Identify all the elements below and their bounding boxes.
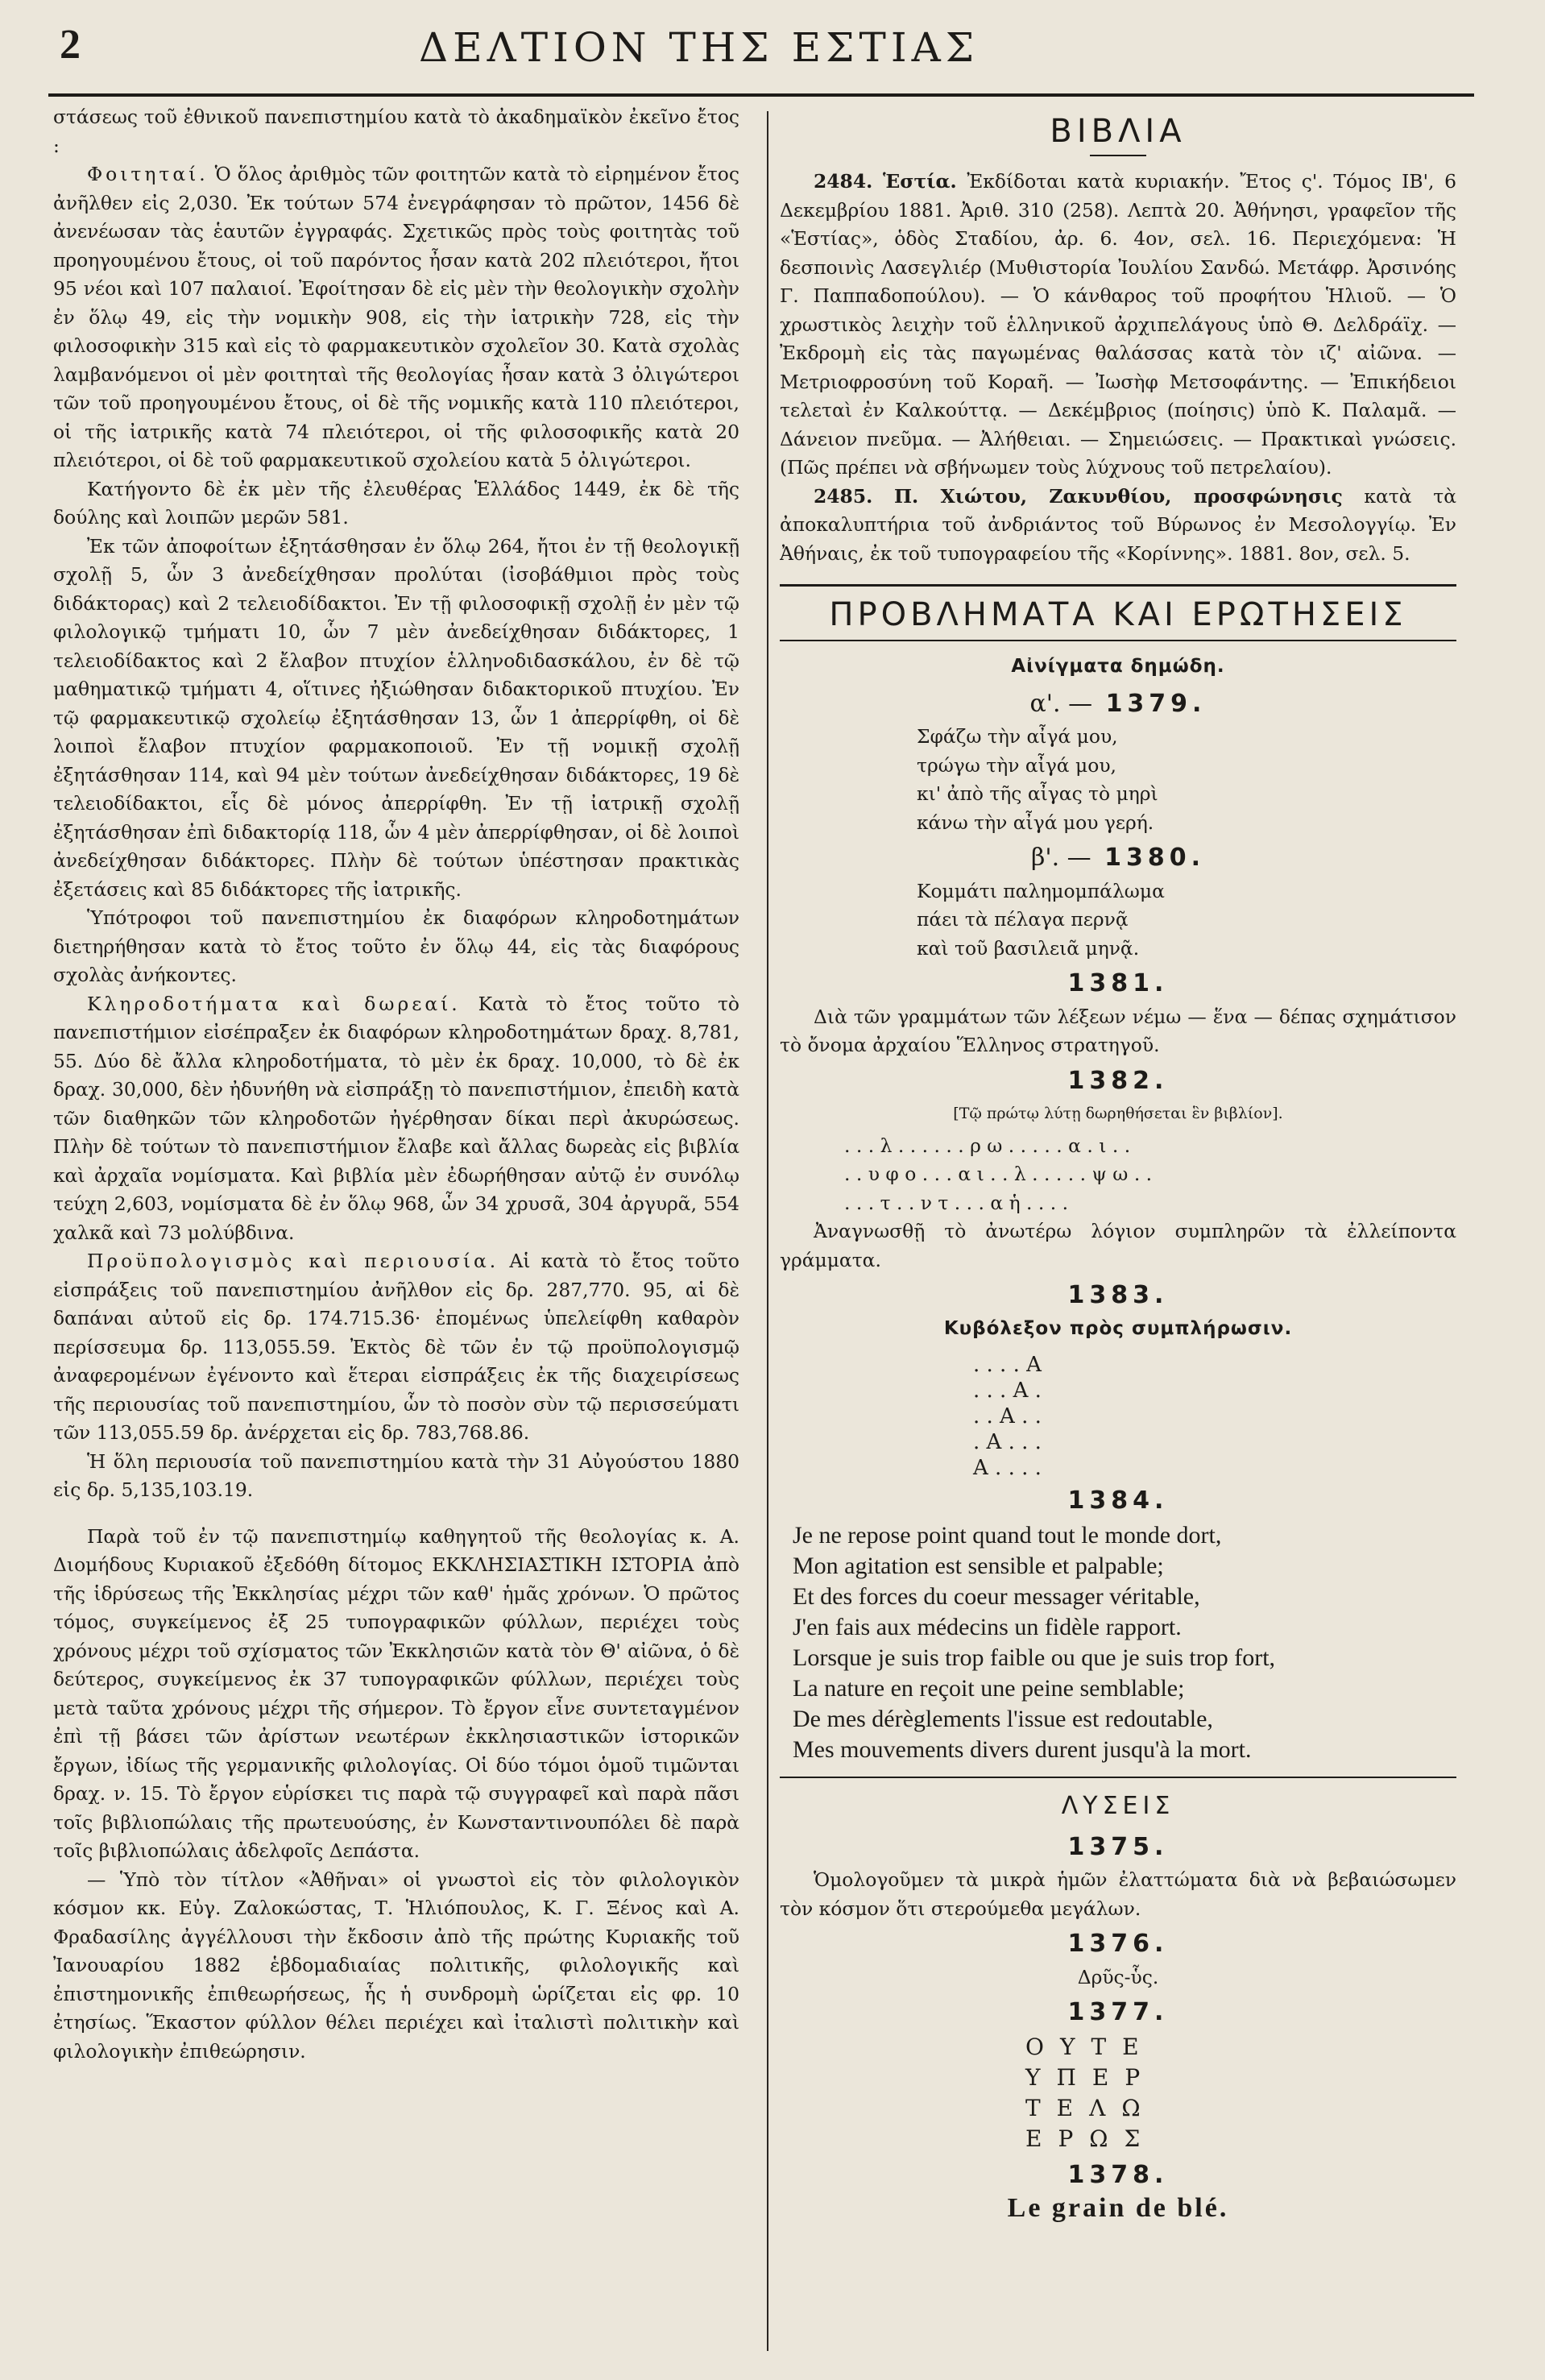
- header-rule: [48, 93, 1474, 97]
- problem-text: Ἀναγνωσθῇ τὸ ἀνωτέρω λόγιον συμπληρῶν τὰ ἐλλείποντα γράμματα.: [780, 1220, 1456, 1271]
- short-rule: [1090, 155, 1146, 156]
- french-poem: [780, 1520, 1456, 1765]
- problem-prefix: β'. —: [1030, 844, 1091, 872]
- left-column: [53, 103, 739, 2351]
- verse-line: κι' ἀπὸ τῆς αἶγας τὸ μηρὶ: [917, 782, 1158, 805]
- poem-line: Mes mouvements divers durent jusqu'à la mort.: [793, 1735, 1252, 1763]
- poem-line: Mon agitation est sensible et palpable;: [793, 1552, 1164, 1579]
- section-lead: Προϋπολογισμὸς καὶ περιουσία.: [87, 1250, 499, 1272]
- problem-number: 1384.: [1067, 1486, 1169, 1515]
- problem-number-text: 1379.: [1105, 689, 1207, 718]
- puzzle-dot-line: . . υ φ ο . . . α ι . . λ . . . . . ψ ω . .: [844, 1163, 1153, 1185]
- solution-text: Le grain de blé.: [1007, 2193, 1229, 2223]
- article-paragraph: Παρὰ τοῦ ἐν τῷ πανεπιστημίῳ καθηγητοῦ τῆς θεολογίας κ. Α. Διομήδους Κυριακοῦ ἐξεδόθη δίτομος ΕΚΚΛΗΣΙΑΣΤΙΚΗ ΙΣΤΟΡΙΑ ἀπὸ τῆς ἱδρύσεως τῆς Ἐκκλησίας μέχρι τῶν καθ' ἡμᾶς χρόνων. Ὁ πρῶτος τόμος, συγκείμενος ἐξ 25 τυπογραφικῶν φύλλων, περιέχει τοὺς χρόνους μέχρι τοῦ σχίσματος τῶν Ἐκκλησιῶν κατὰ τὸν Θ' αἰῶνα, ὁ δὲ δεύτερος, συγκείμενος ἐκ 37 τυπογραφικῶν φύλλων, περιέχει τοὺς μετὰ ταῦτα χρόνους μέχρι τῆς σήμερον. Τὸ ἔργον εἶνε συντεταγμένον ἐπὶ τῇ βάσει τῶν ἀρίστων νεωτέρων ἐκκλησιαστικῶν ἱστορικῶν ἔργων, ἰδίως τῆς γερμανικῆς φιλολογίας. Οἱ δύο τόμοι ὁμοῦ τιμῶνται δραχ. ν. 15. Τὸ ἔργον εὑρίσκει τις παρὰ τῷ συγγραφεῖ καὶ παρὰ πᾶσι τοῖς βιβλιοπώλαις τῆς πρωτευούσης, ἐν Κωνσταντινουπόλει δὲ παρὰ τοῖς βιβλιοπώλαις ἀδελφοῖς Δεπάστα.: [53, 1524, 739, 1862]
- word-square-row: . . . . Α: [973, 1353, 1042, 1377]
- solution-text: Ὁμολογοῦμεν τὰ μικρὰ ἡμῶν ἐλαττώματα διὰ νὰ βεβαιώσωμεν τὸν κόσμον ὅτι στερούμεθα μεγάλων.: [780, 1868, 1456, 1920]
- article-paragraph: [53, 990, 739, 1248]
- article-paragraph: [53, 160, 739, 475]
- journal-title: ΔΕΛΤΙΟΝ ΤΗΣ ΕΣΤΙΑΣ: [419, 24, 980, 71]
- solution-number: 1378.: [1067, 2160, 1169, 2189]
- poem-line: Je ne repose point quand tout le monde dort,: [793, 1521, 1222, 1549]
- paragraph-text: Αἱ κατὰ τὸ ἔτος τοῦτο εἰσπράξεις τοῦ πανεπιστημίου ἀνῆλθον εἰς δρ. 287,770. 95, αἱ δὲ δαπάναι αὐτοῦ εἰς δρ. 174.715.36· ἐπομένως ὑπελείφθη καθαρὸν περίσσευμα δρ. 113,055.59. Ἐκτὸς δὲ τῶν ἐν τῷ προϋπολογισμῷ ἀναφερομένων ἐγένοντο καὶ ἕτεραι εἰσπράξεις ἐκ τῆς διαχειρίσεως τῆς περιουσίας τοῦ πανεπιστημίου, ὧν τὸ ποσὸν σὺν τῷ περισσεύματι τῶν 113,055.59 δρ. ἀνέρχεται εἰς δρ. 783,768.86.: [53, 1250, 739, 1444]
- verse-line: καὶ τοῦ βασιλειᾶ μηνᾷ.: [917, 936, 1140, 960]
- entry-title: Π. Χιώτου, Ζακυνθίου, προσφώνησις: [893, 484, 1343, 508]
- entry-text: Ἐκδίδοται κατὰ κυριακήν. Ἔτος ς'. Τόμος ΙΒ', 6 Δεκεμβρίου 1881. Ἀριθ. 310 (258). Λεπτὰ 20. Ἀθήνησι, γραφεῖον τῆς «Ἑστίας», ὁδὸς Σταδίου, ἀρ. 6. 4ον, σελ. 16. Περιεχόμενα: Ἡ δεσποινὶς Λασεγλιέρ (Μυθιστορία Ἰουλίου Σανδώ. Μετάφρ. Ἀρσινόης Γ. Παππαδοπούλου). — Ὁ κάνθαρος τοῦ προφήτου Ἡλιοῦ. — Ὁ χρωστικὸς λειχὴν τοῦ ἑλληνικοῦ ἀρχιπελάγους ὑπὸ Θ. Δελδράϊχ. — Ἐκδρομὴ εἰς τὰς παγωμένας θαλάσσας κατὰ τὸν ιζ' αἰῶνα. — Μετριοφροσύνη τοῦ Κοραῆ. — Ἰωσὴφ Μετσοφάντης. — Ἐπικήδειοι τελεταὶ ἐν Καλκούττᾳ. — Δεκέμβριος (ποίησις) ὑπὸ Κ. Παλαμᾶ. — Δάνειον πνεῦμα. — Ἀλήθειαι. — Σημειώσεις. — Πρακτικαὶ γνώσεις. (Πῶς πρέπει νὰ σβήνωμεν τοὺς λύχνους τοῦ πετρελαίου).: [780, 170, 1456, 479]
- puzzle-dot-line: . . . τ . . ν τ . . . α ἡ . . . .: [844, 1191, 1069, 1214]
- problem-number: [780, 690, 1456, 719]
- problem-text: Διὰ τῶν γραμμάτων τῶν λέξεων νέμω — ἕνα — δέπας σχημάτισον τὸ ὄνομα ἀρχαίου Ἕλληνος στρατηγοῦ.: [780, 1005, 1456, 1056]
- word-square-row: ΥΠΕΡ: [1025, 2063, 1157, 2091]
- section-lead: Κληροδοτήματα καὶ δωρεαί.: [87, 992, 461, 1015]
- problem-number: 1383.: [1067, 1281, 1169, 1309]
- entry-text: κατὰ τὰ ἀποκαλυπτήρια τοῦ ἀνδριάντος τοῦ Βύρωνος ἐν Μεσολογγίῳ. Ἐν Ἀθήναις, ἐκ τοῦ τυπογραφείου τῆς «Κορίννης». 1881. 8ον, σελ. 5.: [780, 484, 1456, 565]
- word-square-solution: [1025, 2032, 1211, 2154]
- problem-number: 1381.: [1067, 969, 1169, 997]
- solution-number: 1375.: [1067, 1832, 1169, 1861]
- verse-line: κάνω τὴν αἶγά μου γερή.: [917, 811, 1154, 834]
- poem-line: La nature en reçoit une peine semblable;: [793, 1674, 1185, 1702]
- word-square-row: ΟΥΤΕ: [1025, 2033, 1155, 2060]
- puzzle-heading: Κυβόλεξον πρὸς συμπλήρωσιν.: [943, 1317, 1293, 1339]
- word-square-row: . . Α . .: [973, 1404, 1042, 1428]
- solution-text: Δρῦς-ὗς.: [1077, 1965, 1159, 1988]
- problem-number: 1382.: [1067, 1066, 1169, 1095]
- solution-number: 1377.: [1067, 1998, 1169, 2026]
- problem-number: [780, 844, 1456, 873]
- entry-title: Ἑστία.: [882, 170, 957, 193]
- word-square-row: . Α . . .: [973, 1430, 1042, 1454]
- solution-number: 1376.: [1067, 1930, 1169, 1958]
- article-paragraph: Ἡ ὅλη περιουσία τοῦ πανεπιστημίου κατὰ τὴν 31 Αὐγούστου 1880 εἰς δρ. 5,135,103.19.: [53, 1449, 739, 1501]
- right-column: [780, 103, 1456, 2351]
- section-rule: [780, 584, 1456, 587]
- book-entry: [780, 483, 1456, 569]
- word-square-row: Α . . . .: [973, 1456, 1042, 1480]
- books-section-title: ΒΙΒΛΙΑ: [1050, 113, 1187, 150]
- poem-line: De mes dérèglements l'issue est redoutable,: [793, 1705, 1213, 1732]
- entry-number: 2485.: [814, 484, 873, 508]
- article-paragraph: Ἐκ τῶν ἀποφοίτων ἐξητάσθησαν ἐν ὅλῳ 264, ἤτοι ἐν τῇ θεολογικῇ σχολῇ 5, ὧν 3 ἀνεδείχθησαν προλύται (ἰσοβάθμιοι πρὸς τοὺς διδάκτορας) καὶ 2 τελειοδίδακτοι. Ἐν τῇ φιλοσοφικῇ σχολῇ ἐν μὲν τῷ φιλολογικῷ τμήματι 10, ὧν 7 μὲν ἀνεδείχθησαν διδάκτορες, 1 τελειοδίδακτος καὶ 2 ἔλαβον πτυχίον ἑλληνοδιδασκάλου, ἐν δὲ τῷ μαθηματικῷ τμήματι 4, οἵτινες ἠξιώθησαν διδακτορικοῦ πτυχίου. Ἐν τῷ φαρμακευτικῷ σχολείῳ ἐξητάσθησαν 13, ὧν 1 ἀπερρίφθη, οἱ δὲ λοιποὶ ἔλαβον πτυχίον φαρμακοποιοῦ. Ἐν τῇ νομικῇ σχολῇ ἐξητάσθησαν 114, καὶ 94 μὲν τούτων ἀνεδείχθησαν διδάκτορες, 19 δὲ τελειοδίδακτοι, εἷς δὲ μόνος ἀπερρίφθη. Ἐν τῇ ἰατρικῇ σχολῇ ἐξητάσθησαν ἐπὶ διδακτορίᾳ 118, ὧν 4 μὲν ἀπερρίφθησαν, οἱ δὲ λοιποὶ ἀνεδείχθησαν διδάκτορες. Πλὴν δὲ τούτων ὑπέστησαν πρακτικὰς ἐξετάσεις καὶ 85 διδάκτορες τῆς ἰατρικῆς.: [53, 534, 739, 901]
- verse-line: τρώγω τὴν αἶγά μου,: [917, 753, 1116, 777]
- verse-line: πάει τὰ πέλαγα περνᾷ: [917, 908, 1129, 931]
- problem-number-text: 1380.: [1104, 844, 1206, 872]
- verse-line: Σφάζω τὴν αἶγά μου,: [917, 725, 1118, 748]
- section-rule: [780, 640, 1456, 641]
- word-square-diagonal: [780, 1351, 1456, 1480]
- problem-prefix: α'. —: [1029, 689, 1093, 718]
- article-paragraph: στάσεως τοῦ ἐθνικοῦ πανεπιστημίου κατὰ τὸ ἀκαδημαϊκὸν ἐκεῖνο ἔτος :: [53, 106, 739, 157]
- paragraph-text: Ὁ ὅλος ἀριθμὸς τῶν φοιτητῶν κατὰ τὸ εἰρημένον ἔτος ἀνῆλθεν εἰς 2,030. Ἐκ τούτων 574 ἐνεγράφησαν τὸ πρῶτον, 1456 δὲ ἀνενέωσαν τὰς ἑαυτῶν ἐγγραφάς. Σχετικῶς πρὸς τοὺς φοιτητὰς τοῦ προηγουμένου ἔτους, οἱ τοῦ παρόντος ἦσαν κατὰ 202 πλειότεροι, ἤτοι 95 νέοι καὶ 107 παλαιοί. Ἐφοίτησαν δὲ εἰς μὲν τὴν θεολογικὴν σχολὴν ἐν ὅλῳ 49, εἰς τὴν νομικὴν 908, εἰς τὴν ἰατρικὴν 728, εἰς τὴν φιλοσοφικὴν 315 καὶ εἰς τὸ φαρμακευτικὸν σχολεῖον 30. Κατὰ σχολὰς λαμβανόμενοι οἱ μὲν φοιτηταὶ τῆς θεολογίας ἦσαν κατὰ 3 ὀλιγώτεροι τῶν τοῦ προηγουμένου ἔτους, οἱ δὲ τῆς νομικῆς κατὰ 110 πλειότεροι, οἱ τῆς ἰατρικῆς κατὰ 74 πλειότεροι, οἱ τῆς φιλοσοφικῆς κατὰ 20 πλειότεροι, οἱ δὲ τοῦ φαρμακευτικοῦ σχολείου κατὰ 5 ὀλιγώτεροι.: [53, 163, 739, 471]
- article-paragraph: — Ὑπὸ τὸν τίτλον «Ἀθῆναι» οἱ γνωστοὶ εἰς τὸν φιλολογικὸν κόσμον κκ. Εὐγ. Ζαλοκώστας, Τ. Ἡλιόπουλος, Κ. Γ. Ξένος καὶ Α. Φραδασίλης ἀγγέλλουσι τὴν ἔκδοσιν ἀπὸ τῆς πρώτης Κυριακῆς τοῦ Ἰανουαρίου 1882 ἑβδομαδιαίας πολιτικῆς, φιλολογικῆς καὶ ἐπιστημονικῆς ἐπιθεωρήσεως, ἧς ἡ συνδρομὴ ὡρίζεται εἰς φρ. 10 ἐτησίως. Ἕκαστον φύλλον θέλει περιέχει καὶ ἰταλιστὶ πολιτικὴν καὶ φιλολογικὴν ἐπιθεώρησιν.: [53, 1868, 739, 2063]
- entry-number: 2484.: [814, 170, 873, 193]
- article-paragraph: Κατήγοντο δὲ ἐκ μὲν τῆς ἐλευθέρας Ἑλλάδος 1449, ἐκ δὲ τῆς δούλης καὶ λοιπῶν μερῶν 581.: [53, 477, 739, 529]
- column-separator: [767, 111, 768, 2351]
- word-square-row: . . . Α .: [973, 1379, 1042, 1403]
- riddle-verse: [780, 723, 1456, 837]
- book-entry: [780, 168, 1456, 483]
- riddles-heading: Αἰνίγματα δημώδη.: [1011, 656, 1225, 677]
- verse-line: Κομμάτι παλημομπάλωμα: [917, 879, 1165, 902]
- solutions-section-title: ΛΥΣΕΙΣ: [1061, 1791, 1175, 1820]
- puzzle-dot-line: . . . λ . . . . . . ρ ω . . . . . α . ι . .: [844, 1134, 1131, 1157]
- problems-section-title: ΠΡΟΒΛΗΜΑΤΑ ΚΑΙ ΕΡΩΤΗΣΕΙΣ: [829, 596, 1407, 633]
- page-number: 2: [60, 22, 81, 68]
- poem-line: Et des forces du coeur messager véritable,: [793, 1582, 1200, 1610]
- article-paragraph: [53, 1247, 739, 1448]
- paragraph-text: Κατὰ τὸ ἔτος τοῦτο τὸ πανεπιστήμιον εἰσέπραξεν ἐκ διαφόρων κληροδοτημάτων δραχ. 8,781, 55. Δύο δὲ ἄλλα κληροδοτήματα, τὸ μὲν ἐκ δραχ. 10,000, τὸ δὲ ἐκ δραχ. 30,000, δὲν ἠδυνήθη νὰ εἰσπράξῃ τὸ πανεπιστήμιον, ἐπειδὴ κατὰ τῶν διαθηκῶν τῶν κληροδοτῶν ἠγέρθησαν δίκαι περὶ ἀκυρώσεως. Πλὴν δὲ τούτων τὸ πανεπιστήμιον ἔλαβε καὶ ἄλλας δωρεὰς εἰς βιβλία καὶ ἀρχαῖα νομίσματα. Καὶ βιβλία μὲν ἐδωρήθησαν αὐτῷ ἐν συνόλῳ τεύχη 2,603, νομίσματα δὲ ἐν ὅλῳ 968, ὧν 34 χρυσᾶ, 304 ἀργυρᾶ, 554 χαλκᾶ καὶ 73 μολύβδινα.: [53, 992, 739, 1244]
- article-paragraph: Ὑπότροφοι τοῦ πανεπιστημίου ἐκ διαφόρων κληροδοτημάτων διετηρήθησαν κατὰ τὸ ἔτος τοῦτο ἐν ὅλῳ 44, εἰς τὰς διαφόρους σχολὰς ἀνήκοντες.: [53, 906, 739, 986]
- prize-note: [Τῷ πρώτῳ λύτῃ δωρηθήσεται ἓν βιβλίον].: [953, 1105, 1283, 1122]
- poem-line: J'en fais aux médecins un fidèle rapport.: [793, 1613, 1182, 1640]
- poem-line: Lorsque je suis trop faible ou que je suis trop fort,: [793, 1644, 1276, 1671]
- section-rule: [780, 1777, 1456, 1778]
- section-lead: Φοιτηταί.: [87, 163, 209, 185]
- riddle-verse: [780, 877, 1456, 964]
- word-square-row: ΕΡΩΣ: [1025, 2125, 1157, 2152]
- word-square-row: ΤΕΛΩ: [1025, 2094, 1157, 2121]
